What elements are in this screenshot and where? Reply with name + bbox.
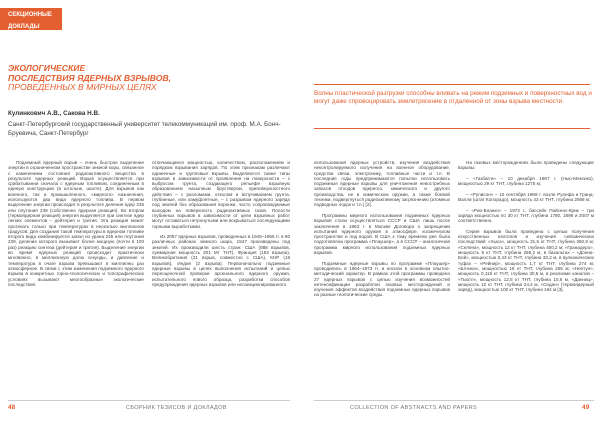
paragraph: Программы мирного использования подземных ядерных взрывов стали осуществляться СССР и США лишь после заключения в 1963 г. в Москве Договора о запрещении испытаний ядерного оружия в атмосфере, космическом пространстве и под водой. В США к тому времени уже была подготовлена программа «Плаушер», а в СССР – аналогичная программа мирного использования подземных ядерных взрывов. [314, 212, 450, 256]
paragraph: использования ядерных устройств, изучения воздействия неконтролируемого излучения на военное оборудование, средства связи, электронику, топливные части и т.п. В последние годы предпринимаются попытки использовать подземные ядерные взрывы для уничтожения невостребных запасов отходов ядерного, химического и другого производства, не в химическом оружии, а также боевой техники, подвергнуться радиоактивному загрязнению (атомных подводных лодок и т.п.) [2]. [314, 160, 450, 208]
text-column-3 [314, 160, 450, 382]
paragraph: На газовых месторождениях были проведены следующие взрывы: [458, 160, 594, 171]
quote-rule-top [314, 84, 590, 85]
paragraph: Серия взрывов была проведена с целью получения искусственных изотопов и изучения сейсмических последствий: «Хьюз», мощность 31,5 кт ТНТ, глубина 360,9 м; «Селена», мощность 12 кт ТНТ, глубина 460,2 м; «Гранадеро», мощность 5 кт ТНТ, глубина 286,2 м, в базальтах – «Донна-Бой», мощностью 0,43 кт ТНТ, глубина 33,2 м, в вулканических туфах – «Рейнир», мощность 1,7 кт ТНТ, глубина 274 м; «Блэнка», мощностью 19 кт ТНТ, глубина 255 м; «Нептун», мощность 0,115 кт ТНТ, глубина 30,5 м, в реализме каналов – «Тьютл», мощность 12,5 кт ТНТ, глубина 10,6 м, «Данниц», мощность 12 кт ТНТ, глубина 24,4 м, «Седан» (термоядерный заряд), мощностью 100 кт ТНТ, глубина 194 м [3]. [458, 228, 594, 293]
list-item: – «Рулисон» – 10 сентября 1969 г. возле Рулефа и Гранд-Валли (штат Колорадо), мощность 43 кт ТНТ, глубина 2568 м; [458, 191, 594, 203]
page-number-left: 48 [8, 404, 16, 411]
authors: Кулинкович А.В., Сакова Н.В. [8, 110, 100, 117]
list-item: – «Рио-Бланко» – 1973 г., бассейн Пайсенс-Крик – три заряда мощностью по 30 кт ТНТ, глубина 1780, 1899 и 2007 м соответственно. [458, 207, 594, 224]
quote-rule-bottom [314, 128, 590, 129]
section-tab-line2: ДОКЛАДЫ [8, 23, 40, 30]
footer-text-right: COLLECTION OF ABSTRACTS AND PAPERS [350, 405, 477, 411]
title-line-2: ПОСЛЕДСТВИЯ ЯДЕРНЫХ ВЗРЫВОВ, [8, 72, 172, 83]
title-line-3: ПРОВЕДЕННЫХ В МИРНЫХ ЦЕЛЯХ [8, 82, 157, 93]
section-tab [0, 8, 62, 30]
text-column-4 [458, 160, 594, 382]
paragraph: отличающиеся мощностью, количеством, расположением и порядком взрывания зарядов. По этим признакам различают единичные и групповые взрывы. Выделяются также типы взрывов в зависимости от проявления на поверхности – с выбросом грунта, создающего рельефе взрывную образованием насыпным бруствером, приповерхностного действия – с разломами, отколом и вспучиванием грунта, глубинные, или камуфлетные, – с разрывом ядерного заряда под землей без образования воронки, часто сопровождаемые выходом на поверхность радиоактивных газов. Полости глубинных взрывов в зависимости от цели взрывных работ могут оставаться нетронутыми или вскрываться последующими горными выработками. [152, 160, 290, 229]
paragraph: Из 2057 ядерных взрывов, проведенных в 1945–1955 гг. в 90 различных районах земного шара, 1547 произведены под землей. Их производили шесть стран: США (888 взрывов, суммарная мощность 201 Мт ТНТ), Франция (163 взрыва), Великобритания (21 взрыв, совместно с США), КНР (18 взрывов), Индия (2 взрыва). Первоначально подземные ядерные взрывы в целях выполнения испытаний и целью переоценочной проверки арсенального ядерного оружия, испытательного нового образца, разработки способов предупреждения ядерных взрывов или несанкционированного [152, 234, 290, 287]
footer-rule-left [8, 400, 290, 401]
list-item: – «Газбагги» – 10 декабря 1967 г. (Нью-Мексико), мощностью 29 кт ТНТ, глубина 1275 м; [458, 175, 594, 187]
title-line-1: ЭКОЛОГИЧЕСКИЕ [8, 63, 86, 73]
footer-rule-right [314, 400, 594, 401]
paragraph: Подземные ядерные взрывы по программе «Плаушер» проводились в 1964–1973 гг. и носили в основном опытно-методический характер. В рамках этой программы проведено 27 ядерных взрывов с целью изучения возможностей интенсификации разработки газовых месторождений и изучения эффектов воздействия подземных ядерных взрывов на разные геологические среды. [314, 260, 450, 298]
section-tab-line1: СЕКЦИОННЫЕ [8, 12, 52, 18]
text-column-2 [152, 160, 290, 382]
pull-quote: Волны пластической разгрузки способны вливать на режим подземных и поверхностных вод и могут даже спровоцировать землетрясение в отдаленной от зоны взрыва местности. [314, 90, 592, 106]
text-column-1 [8, 160, 144, 382]
affiliation: Санкт-Петербургский государственный университет телекоммуникаций им. проф. М.А. Бонч-Бруевича, Санкт-Петербург [8, 121, 281, 137]
article-title [8, 64, 298, 93]
paragraph: Подземный ядерный взрыв – очень быстрое выделение энергии в ограниченном пространстве земной коры, связанное с изменением состояния радиоактивного вещества в результате ядерных реакций. Взрыв осуществляется при срабатывании сначала с ядерным топливом, соединенным в единую конструкцию (в штольне, шахте). Для взрывов как военного, так и промышленного, «мирного» назначения, используются два вида ядерного топлива. В первом выделение энергии происходит в результате деления ядер 235 или плутония 239 (собственно ядерная реакция). Во втором (термоядерная реакция) энергия выделяется при синтезе ядер легких элементов – дейтерия и трития. Эта реакция может протекать только при температурах в несколько миллионов градусов. Для создания такой температуры в ядерном топливе второго вида комбинируется запал из урана 235 или плутония 239, деление которого вызывает более мощную (почти в 100 раз) реакцию синтеза (дейтерия и трития). Выделение энергии во время ядерных реакций происходит практически мгновенно, в миллионную долю секунды, и давление и температура в очаге взрыва превышают в миллионы раз атмосферное. В связи с этим изменения подземного ядерного взрыва в конкретных горно-геологических и топографических условиях вызывают многообразные экологические последствия. [8, 160, 144, 287]
footer-text-left: СБОРНИК ТЕЗИСОВ И ДОКЛАДОВ [126, 405, 227, 411]
page-number-right: 49 [582, 404, 590, 411]
